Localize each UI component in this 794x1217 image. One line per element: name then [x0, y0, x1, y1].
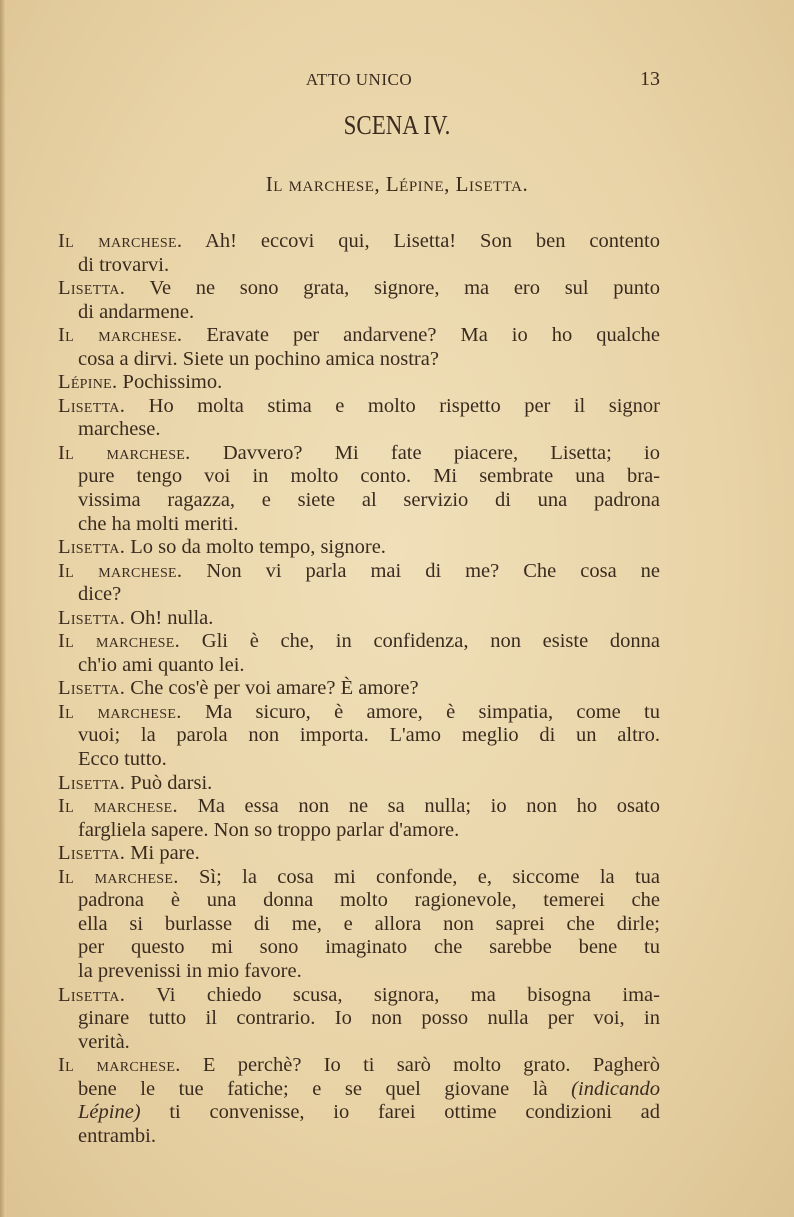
character-list: Il marchese, Lépine, Lisetta.	[265, 172, 529, 196]
line-text: Ho molta stima e molto rispetto per il signor	[148, 394, 660, 417]
line-text: ch'io ami quanto lei.	[78, 653, 245, 676]
dialogue-line	[58, 371, 660, 395]
line-text: di andarmene.	[78, 300, 195, 323]
line-text: entrambi.	[78, 1124, 156, 1147]
speaker-name: Lisetta.	[58, 536, 126, 559]
line-text: di trovarvi.	[78, 253, 170, 276]
speaker-name: Lisetta.	[58, 394, 126, 417]
speaker-name: Il marchese.	[58, 795, 178, 818]
dialogue-line	[58, 301, 660, 325]
speaker-name: Lisetta.	[58, 842, 126, 865]
speech	[58, 442, 660, 536]
speech	[58, 1054, 660, 1148]
running-header	[58, 70, 660, 96]
line-text: Non vi parla mai di me? Che cosa ne	[206, 559, 660, 582]
speech	[58, 324, 660, 371]
line-text: Ecco tutto.	[78, 748, 167, 771]
dialogue-line	[58, 395, 660, 419]
speaker-name: Lisetta.	[58, 771, 126, 794]
line-text: Ve ne sono grata, signore, ma ero sul punto	[149, 277, 660, 300]
line-text: che ha molti meriti.	[78, 512, 239, 535]
dialogue-line	[58, 442, 660, 466]
speaker-name: Lisetta.	[58, 677, 126, 700]
line-text: Può darsi.	[130, 771, 213, 794]
line-text: Ma essa non ne sa nulla; io non ho osato	[197, 795, 661, 818]
speaker-name: Lisetta.	[58, 277, 126, 300]
line-text: Ma sicuro, è amore, è simpatia, come tu	[204, 700, 661, 723]
speech	[58, 536, 660, 560]
line-text: Pochissimo.	[122, 371, 223, 394]
stage-direction: Lépine)	[78, 1101, 141, 1124]
dialogue-line	[58, 489, 660, 513]
speech	[58, 842, 660, 866]
line-text: ti convenisse, io farei ottime condizioni ad	[140, 1101, 660, 1124]
speech	[58, 560, 660, 607]
line-text: Sì; la cosa mi confonde, e, siccome la tua	[199, 865, 661, 888]
dialogue-line	[58, 607, 660, 631]
line-text: Ah! eccovi qui, Lisetta! Son ben contento	[205, 230, 660, 252]
line-text: E perchè? Io ti sarò molto grato. Pagherò	[202, 1054, 660, 1077]
line-text: Mi pare.	[130, 842, 200, 865]
speech	[58, 866, 660, 984]
dialogue-line	[58, 701, 660, 725]
dialogue-line	[58, 324, 660, 348]
dialogue-line	[58, 654, 660, 678]
line-text: fargliela sapere. Non so troppo parlar d'amore.	[78, 818, 460, 841]
line-text: padrona è una donna molto ragionevole, temerei che	[78, 889, 660, 912]
stage-direction: (indicando	[571, 1077, 660, 1100]
dialogue-line	[58, 795, 660, 819]
speech	[58, 984, 660, 1055]
dialogue-line	[58, 1078, 660, 1102]
line-text: la prevenissi in mio favore.	[78, 959, 302, 982]
speech	[58, 371, 660, 395]
dialogue-line	[58, 819, 660, 843]
dialogue-line	[58, 254, 660, 278]
speaker-name: Lisetta.	[58, 606, 126, 629]
dialogue-line	[58, 936, 660, 960]
line-text: pure tengo voi in molto conto. Mi sembrate una bra-	[78, 465, 660, 488]
line-text: ella si burlasse di me, e allora non saprei che dirle;	[78, 912, 660, 935]
line-text: marchese.	[78, 418, 161, 441]
speaker-name: Il marchese.	[58, 865, 179, 888]
dialogue-line	[58, 866, 660, 890]
speech	[58, 277, 660, 324]
speaker-name: Il marchese.	[58, 630, 181, 653]
line-text: bene le tue fatiche; e se quel giovane là	[78, 1077, 572, 1100]
line-text: per questo mi sono imaginato che sarebbe bene tu	[78, 936, 660, 959]
line-text: Che cos'è per voi amare? È amore?	[130, 677, 419, 700]
speech	[58, 772, 660, 796]
speaker-name: Il marchese.	[58, 230, 183, 252]
speaker-name: Il marchese.	[58, 1054, 181, 1077]
dialogue-line	[58, 1125, 660, 1149]
line-text: ginare tutto il contrario. Io non posso nulla per voi, in	[78, 1007, 660, 1030]
speaker-name: Lisetta.	[58, 983, 126, 1006]
line-text: vissima ragazza, e siete al servizio di una padrona	[78, 489, 660, 512]
speaker-name: Il marchese.	[58, 324, 183, 347]
dialogue-line	[58, 724, 660, 748]
line-text: Eravate per andarvene? Ma io ho qualche	[206, 324, 660, 347]
speech	[58, 395, 660, 442]
line-text: Vi chiedo scusa, signora, ma bisogna ima-	[156, 983, 660, 1006]
dialogue-line	[58, 889, 660, 913]
line-text: Lo so da molto tempo, signore.	[130, 536, 386, 559]
dialogue-body	[58, 230, 660, 1148]
dialogue-line	[58, 560, 660, 584]
speech	[58, 607, 660, 631]
line-text: Oh! nulla.	[130, 606, 214, 629]
line-text: Davvero? Mi fate piacere, Lisetta; io	[222, 441, 661, 464]
dialogue-line	[58, 583, 660, 607]
dialogue-line	[58, 913, 660, 937]
dialogue-line	[58, 465, 660, 489]
dialogue-line	[58, 1031, 660, 1055]
dialogue-line	[58, 1101, 660, 1125]
speaker-name: Il marchese.	[58, 441, 191, 464]
speech	[58, 230, 660, 277]
dialogue-line	[58, 536, 660, 560]
dialogue-line	[58, 772, 660, 796]
dialogue-line	[58, 677, 660, 701]
speaker-name: Il marchese.	[58, 559, 183, 582]
speech	[58, 795, 660, 842]
dialogue-line	[58, 513, 660, 537]
dialogue-line	[58, 1054, 660, 1078]
line-text: cosa a dirvi. Siete un pochino amica nostra?	[78, 347, 439, 370]
speaker-name: Il marchese.	[58, 700, 182, 723]
speech	[58, 677, 660, 701]
dialogue-line	[58, 630, 660, 654]
line-text: verità.	[78, 1030, 130, 1053]
dialogue-line	[58, 1007, 660, 1031]
dialogue-line	[58, 960, 660, 984]
dialogue-line	[58, 418, 660, 442]
dialogue-line	[58, 984, 660, 1008]
dialogue-line	[58, 748, 660, 772]
speech	[58, 701, 660, 772]
line-text: Gli è che, in confidenza, non esiste donna	[201, 630, 661, 653]
line-text: dice?	[78, 583, 122, 606]
dialogue-line	[58, 230, 660, 254]
dialogue-line	[58, 348, 660, 372]
page-number: 13	[640, 68, 660, 90]
line-text: vuoi; la parola non importa. L'amo meglio di un altro.	[78, 724, 660, 747]
speaker-name: Lépine.	[58, 371, 118, 394]
dialogue-line	[58, 842, 660, 866]
speech	[58, 630, 660, 677]
scene-title: SCENA IV.	[343, 110, 451, 140]
dialogue-line	[58, 277, 660, 301]
running-title: ATTO UNICO	[305, 70, 413, 89]
